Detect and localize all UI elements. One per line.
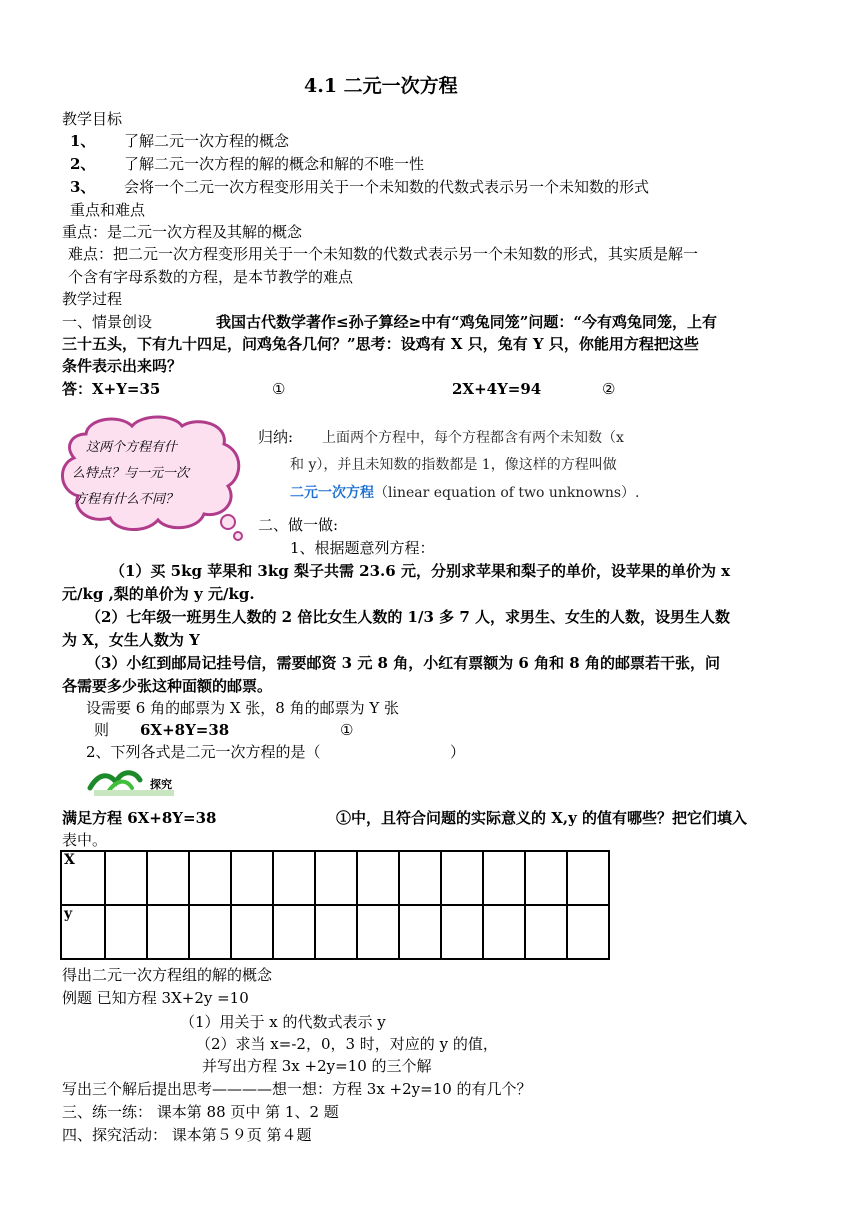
explore-badge-icon xyxy=(86,764,176,798)
table-cell[interactable] xyxy=(525,905,567,959)
objective-text-3: 会将一个二元一次方程变形用关于一个未知数的代数式表示另一个未知数的形式 xyxy=(124,178,650,196)
objective-number-2: 2、 xyxy=(70,155,96,173)
exercise-line-4: 四、探究活动： 课本第５９页 第４题 xyxy=(62,1126,312,1144)
table-cell[interactable] xyxy=(525,851,567,905)
table-cell[interactable] xyxy=(105,905,147,959)
explore-line-1a: 满足方程 6X+8Y=38 xyxy=(62,809,217,827)
summary-term: 二元一次方程 xyxy=(290,485,374,501)
bubble-dot-large xyxy=(221,515,235,529)
table-cell[interactable] xyxy=(189,851,231,905)
bubble-text-3: 方程有什么不同？ xyxy=(74,492,179,507)
key-points-heading: 重点和难点 xyxy=(70,201,146,219)
scene-text-3: 条件表示出来吗？ xyxy=(62,357,183,375)
table-cell[interactable] xyxy=(567,905,609,959)
table-cell[interactable] xyxy=(231,851,273,905)
table-cell[interactable] xyxy=(273,905,315,959)
table-cell[interactable] xyxy=(231,905,273,959)
example-part-2: （2）求当 x=-2，0，3 时，对应的 y 的值， xyxy=(196,1035,498,1053)
example-think: 写出三个解后提出思考————想一想：方程 3x +2y=10 的有几个？ xyxy=(62,1080,532,1098)
question-3-mark: ① xyxy=(340,721,354,739)
table-cell[interactable] xyxy=(273,851,315,905)
objective-text-2: 了解二元一次方程的解的概念和解的不唯一性 xyxy=(124,155,425,173)
summary-term-line xyxy=(290,480,640,506)
table-cell[interactable] xyxy=(399,905,441,959)
table-cell[interactable] xyxy=(315,905,357,959)
key-point-difficulty-2: 个含有字母系数的方程，是本节教学的难点 xyxy=(68,268,354,286)
explore-badge-text: 探究 xyxy=(150,778,172,791)
scene-text-1: 我国古代数学著作≤孙子算经≥中有“鸡兔同笼”问题：“今有鸡兔同笼，上有 xyxy=(216,313,718,331)
scene-text-2: 三十五头，下有九十四足，问鸡兔各几何？”思考：设鸡有 X 只，兔有 Y 只，你能用方程把这些 xyxy=(62,335,699,353)
summary-label: 归纳: xyxy=(258,428,294,446)
answer-mark-2: ② xyxy=(602,380,616,398)
exercise-line-3: 三、练一练： 课本第 88 页中 第 1、2 题 xyxy=(62,1103,339,1121)
question-2-line-1: （2）七年级一班男生人数的 2 倍比女生人数的 1/3 多 7 人，求男生、女生的人数，设男生人数 xyxy=(86,608,731,626)
summary-text-2: 和 y），并且未知数的指数都是 1，像这样的方程叫做 xyxy=(290,457,617,473)
practice-subheading-2-close: ） xyxy=(450,743,466,761)
answer-equation-2: 2X+4Y=94 xyxy=(452,380,542,398)
bubble-text-1: 这两个方程有什 xyxy=(86,440,178,455)
table-cell[interactable] xyxy=(441,905,483,959)
table-row-label-x: X xyxy=(61,851,105,905)
table-cell[interactable] xyxy=(399,851,441,905)
table-row-y xyxy=(61,905,609,959)
table-cell[interactable] xyxy=(567,851,609,905)
question-1-line-2: 元/kg ,梨的单价为 y 元/kg. xyxy=(62,585,255,603)
example-concept: 得出二元一次方程组的解的概念 xyxy=(62,966,273,984)
table-cell[interactable] xyxy=(483,851,525,905)
key-point-focus: 重点：是二元一次方程及其解的概念 xyxy=(62,223,303,241)
key-point-difficulty-1: 难点：把二元一次方程变形用关于一个未知数的代数式表示另一个未知数的形式，其实质是解一 xyxy=(68,245,699,263)
answer-equation-1: 答：X+Y=35 xyxy=(62,380,161,398)
question-3-equation: 6X+8Y=38 xyxy=(140,721,230,739)
table-cell[interactable] xyxy=(189,905,231,959)
question-3-line-1: （3）小红到邮局记挂号信，需要邮资 3 元 8 角，小红有票额为 6 角和 8 角的邮票若干张，问 xyxy=(86,654,720,672)
page-title: 4.1 二元一次方程 xyxy=(304,75,458,97)
example-part-1: （1）用关于 x 的代数式表示 y xyxy=(180,1013,386,1031)
table-cell[interactable] xyxy=(483,905,525,959)
practice-heading: 二、做一做: xyxy=(258,516,339,534)
explore-line-1b: ①中，且符合问题的实际意义的 X,y 的值有哪些？把它们填入 xyxy=(336,809,748,827)
table-cell[interactable] xyxy=(441,851,483,905)
objectives-heading: 教学目标 xyxy=(62,110,123,128)
practice-subheading-1: 1、根据题意列方程： xyxy=(290,539,435,557)
table-cell[interactable] xyxy=(105,851,147,905)
objective-text-1: 了解二元一次方程的概念 xyxy=(124,132,290,150)
explore-line-2: 表中。 xyxy=(62,831,108,849)
process-heading: 教学过程 xyxy=(62,290,123,308)
table-cell[interactable] xyxy=(357,851,399,905)
table-row-x xyxy=(61,851,609,905)
table-cell[interactable] xyxy=(147,851,189,905)
bubble-text-2: 么特点？与一元一次 xyxy=(72,466,190,481)
summary-text-1: 上面两个方程中，每个方程都含有两个未知数（x xyxy=(322,430,624,446)
example-part-3: 并写出方程 3x +2y=10 的三个解 xyxy=(202,1057,432,1075)
objective-number-3: 3、 xyxy=(70,178,96,196)
question-2-line-2: 为 X，女生人数为 Y xyxy=(62,631,200,649)
answer-mark-1: ① xyxy=(272,380,286,398)
solution-table xyxy=(60,850,610,960)
bubble-dot-small xyxy=(234,532,242,540)
objective-number-1: 1、 xyxy=(70,132,96,150)
question-1-line-1: （1）买 5kg 苹果和 3kg 梨子共需 23.6 元，分别求苹果和梨子的单价，设苹果的单价为 x xyxy=(110,562,731,580)
practice-subheading-2: 2、下列各式是二元一次方程的是（ xyxy=(86,743,321,761)
table-cell[interactable] xyxy=(147,905,189,959)
question-3-then: 则 xyxy=(94,721,110,739)
table-row-label-y: y xyxy=(61,905,105,959)
table-cell[interactable] xyxy=(357,905,399,959)
scene-heading: 一、情景创设 xyxy=(62,313,153,331)
summary-term-english: （linear equation of two unknowns）. xyxy=(374,485,640,501)
question-3-line-3: 设需要 6 角的邮票为 X 张，8 角的邮票为 Y 张 xyxy=(86,699,400,717)
table-cell[interactable] xyxy=(315,851,357,905)
example-intro: 例题 已知方程 3X+2y =10 xyxy=(62,989,249,1007)
question-3-line-2: 各需要多少张这种面额的邮票。 xyxy=(62,677,273,695)
